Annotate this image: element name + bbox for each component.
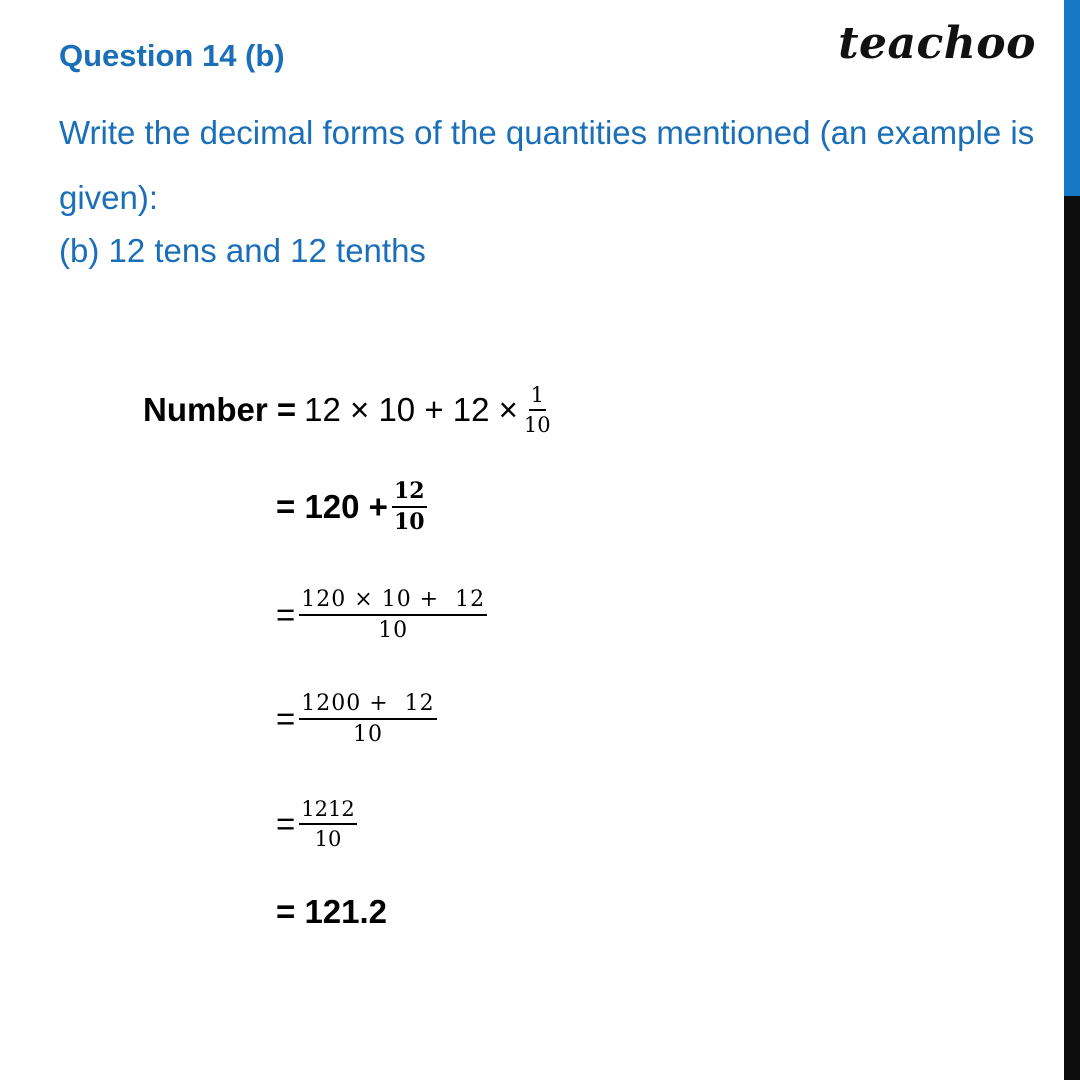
question-title: Question 14 (b): [59, 38, 285, 73]
fraction-numerator: 120 × 10 + 12: [299, 588, 487, 616]
line2-fraction: [392, 480, 427, 534]
side-bar-progress: [1064, 0, 1080, 196]
solution-line-4: [276, 692, 441, 746]
line1-expression: 12 × 10 + 12 ×: [304, 391, 518, 429]
solution-line-1: [143, 384, 557, 436]
fraction-denominator: 10: [314, 827, 342, 852]
line3-prefix: =: [276, 596, 296, 634]
fraction-numerator: 1200 + 12: [299, 692, 436, 720]
solution-line-2: [276, 480, 431, 534]
line3-fraction: [299, 588, 487, 642]
fraction-denominator: 10: [378, 618, 409, 644]
question-text: Write the decimal forms of the quantities mentioned (an example is given):: [59, 114, 1035, 216]
line1-fraction: [522, 384, 553, 436]
teachoo-logo: teachoo: [838, 18, 1036, 69]
line2-prefix: = 120 +: [276, 488, 388, 526]
fraction-denominator: 10: [393, 509, 425, 536]
fraction-numerator: 12: [392, 480, 427, 508]
fraction-numerator: 1: [529, 384, 546, 411]
final-answer: [276, 893, 387, 931]
line4-fraction: [299, 692, 436, 746]
fraction-denominator: 10: [523, 413, 551, 438]
solution-line-3: [276, 588, 491, 642]
number-label: Number =: [143, 391, 297, 429]
fraction-numerator: 1212: [299, 798, 356, 825]
solution-line-5: [276, 798, 361, 850]
fraction-denominator: 10: [352, 722, 383, 748]
line4-prefix: =: [276, 700, 296, 738]
line5-fraction: [299, 798, 356, 850]
answer-value: = 121.2: [276, 893, 388, 930]
question-part: (b) 12 tens and 12 tenths: [59, 232, 426, 269]
line5-prefix: =: [276, 805, 296, 843]
